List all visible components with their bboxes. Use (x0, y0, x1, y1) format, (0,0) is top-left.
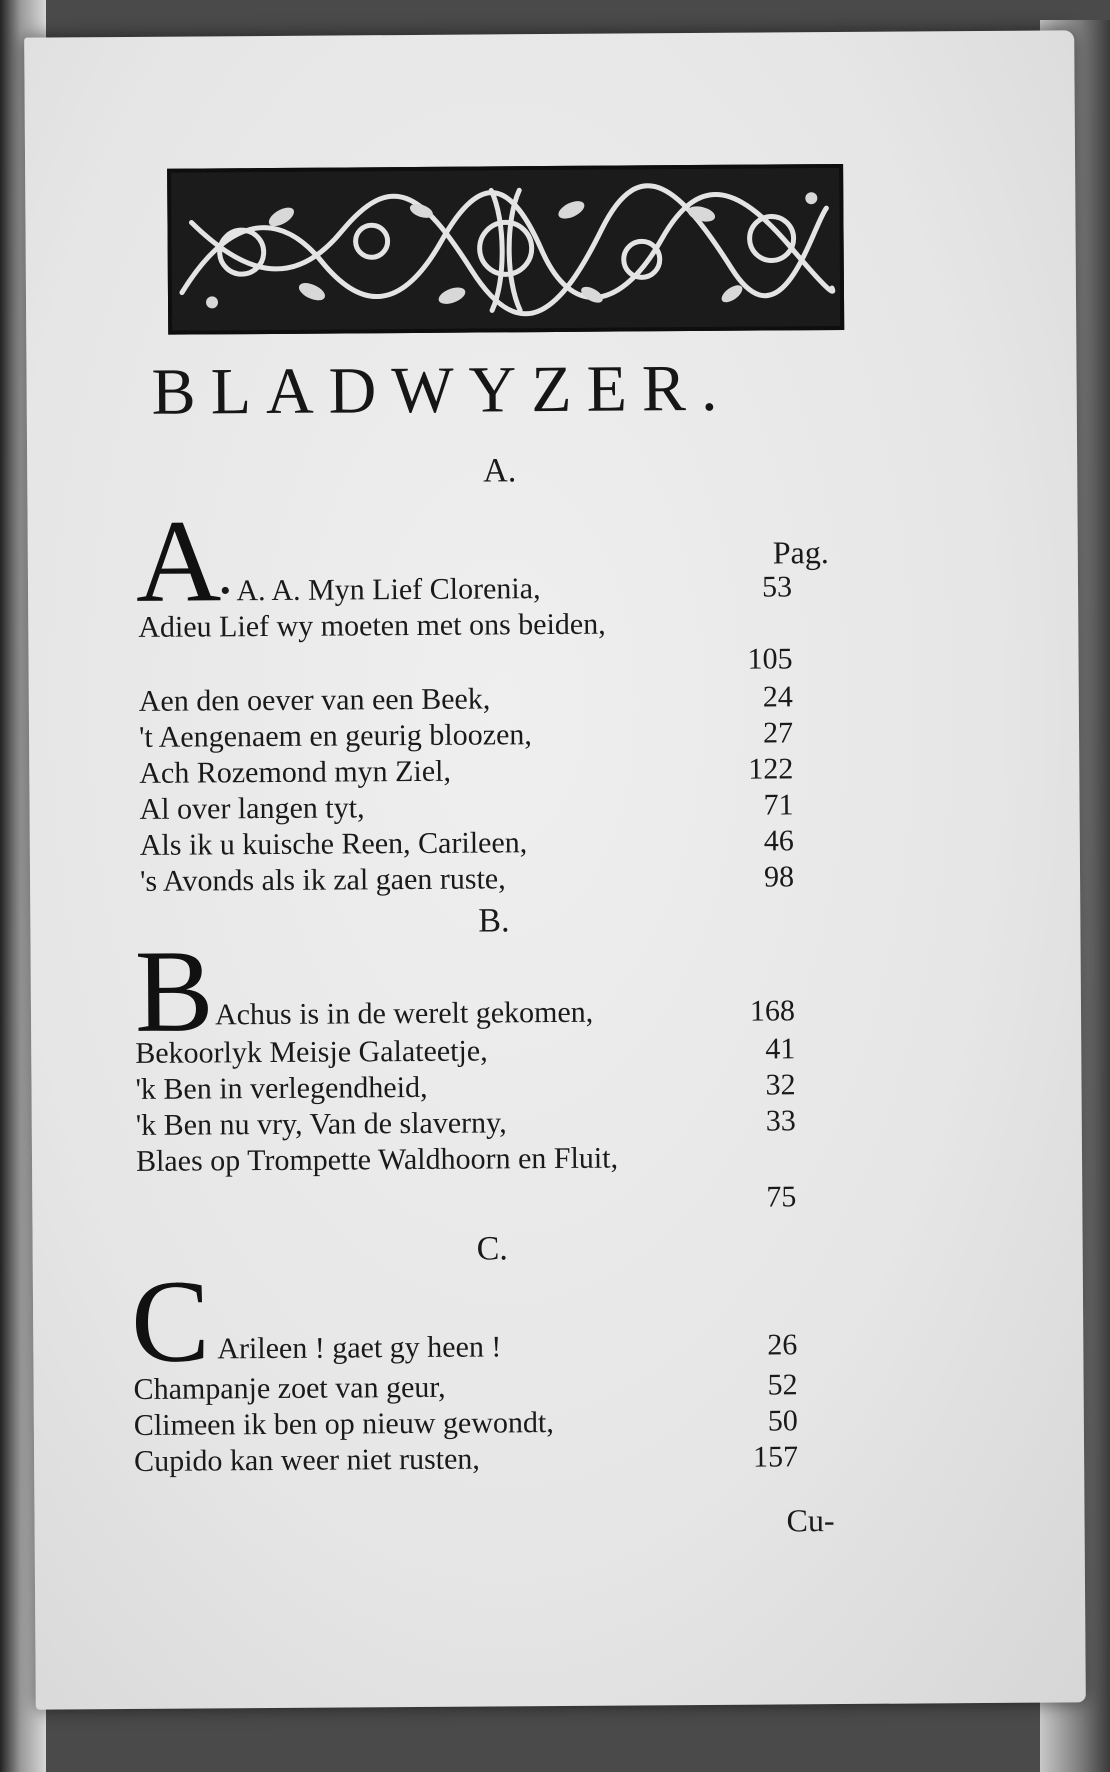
entry-page: 33 (765, 1104, 796, 1138)
entry-title: Adieu Lief wy moeten met ons beiden, (138, 607, 606, 644)
entry-page: 105 (747, 642, 793, 676)
list-item (140, 824, 794, 863)
entry-page: 24 (762, 680, 793, 714)
list-item (215, 994, 795, 1032)
entry-title: 't Aengenaem en geurig bloozen, (138, 718, 532, 754)
entry-page: 41 (765, 1032, 796, 1066)
entry-page: 50 (767, 1404, 798, 1438)
drop-cap-a: A (135, 495, 222, 627)
entry-title: 's Avonds als ik zal gaen ruste, (139, 862, 506, 898)
entry-page: 46 (763, 824, 794, 858)
list-item (220, 570, 792, 608)
entry-title: Blaes op Trompette Waldhoorn en Fluit, (135, 1141, 619, 1178)
list-item (139, 788, 793, 827)
list-item (135, 1068, 795, 1107)
entry-title: Ach Rozemond myn Ziel, (139, 754, 452, 790)
entry-page: 157 (752, 1440, 799, 1474)
list-item (217, 1328, 797, 1366)
section-heading-a: A. (483, 452, 517, 490)
entry-page: 52 (767, 1368, 798, 1402)
list-item (139, 716, 793, 755)
list-item (136, 1180, 796, 1219)
list-item (140, 860, 794, 899)
list-item (139, 680, 793, 719)
list-item (139, 752, 793, 791)
entry-title: 'k Ben nu vry, Van de slaverny, (135, 1106, 507, 1142)
entry-title: Bekoorlyk Meisje Galateetje, (135, 1034, 488, 1070)
list-item (134, 1368, 798, 1407)
list-item (135, 1032, 795, 1071)
entry-title: 'k Ben in verlegendheid, (135, 1070, 428, 1106)
entry-page: 32 (765, 1068, 796, 1102)
page-title: BLADWYZER. (151, 351, 733, 429)
entry-page: 98 (763, 860, 795, 894)
entry-page: 75 (766, 1180, 797, 1214)
entry-page: 168 (749, 994, 796, 1028)
entry-page: 26 (767, 1328, 798, 1362)
list-item (138, 642, 792, 681)
index-list (24, 30, 1086, 1709)
drop-cap-c: C (130, 1255, 211, 1387)
catchword: Cu- (786, 1502, 835, 1539)
entry-title: Als ik u kuische Reen, Carileen, (139, 826, 528, 862)
list-item (134, 1440, 798, 1479)
entry-title: Aen den oever van een Beek, (138, 682, 491, 718)
entry-page: 71 (763, 788, 794, 822)
list-item (134, 1404, 798, 1443)
entry-page: 27 (762, 716, 794, 750)
entry-page: 53 (761, 570, 793, 604)
entry-title: Achus is in de werelt gekomen, (214, 995, 594, 1032)
entry-title: Arileen ! gaet gy heen ! (217, 1330, 502, 1366)
section-heading-b: B. (478, 902, 510, 940)
entry-title: Al over langen tyt, (139, 791, 365, 826)
pag-column-label: Pag. (772, 534, 829, 571)
list-item (138, 606, 792, 645)
list-item (136, 1104, 796, 1143)
list-item (136, 1140, 796, 1179)
entry-page: 122 (748, 752, 794, 786)
entry-title: Champanje zoet van geur, (133, 1370, 446, 1406)
book-page (24, 30, 1086, 1709)
entry-title: Climeen ik ben op nieuw gewondt, (133, 1406, 554, 1442)
section-heading-c: C. (476, 1230, 508, 1268)
entry-title: Cupido kan weer niet rusten, (134, 1442, 480, 1478)
drop-cap-b: B (134, 925, 215, 1057)
entry-title: • A. A. Myn Lief Clorenia, (219, 572, 541, 608)
